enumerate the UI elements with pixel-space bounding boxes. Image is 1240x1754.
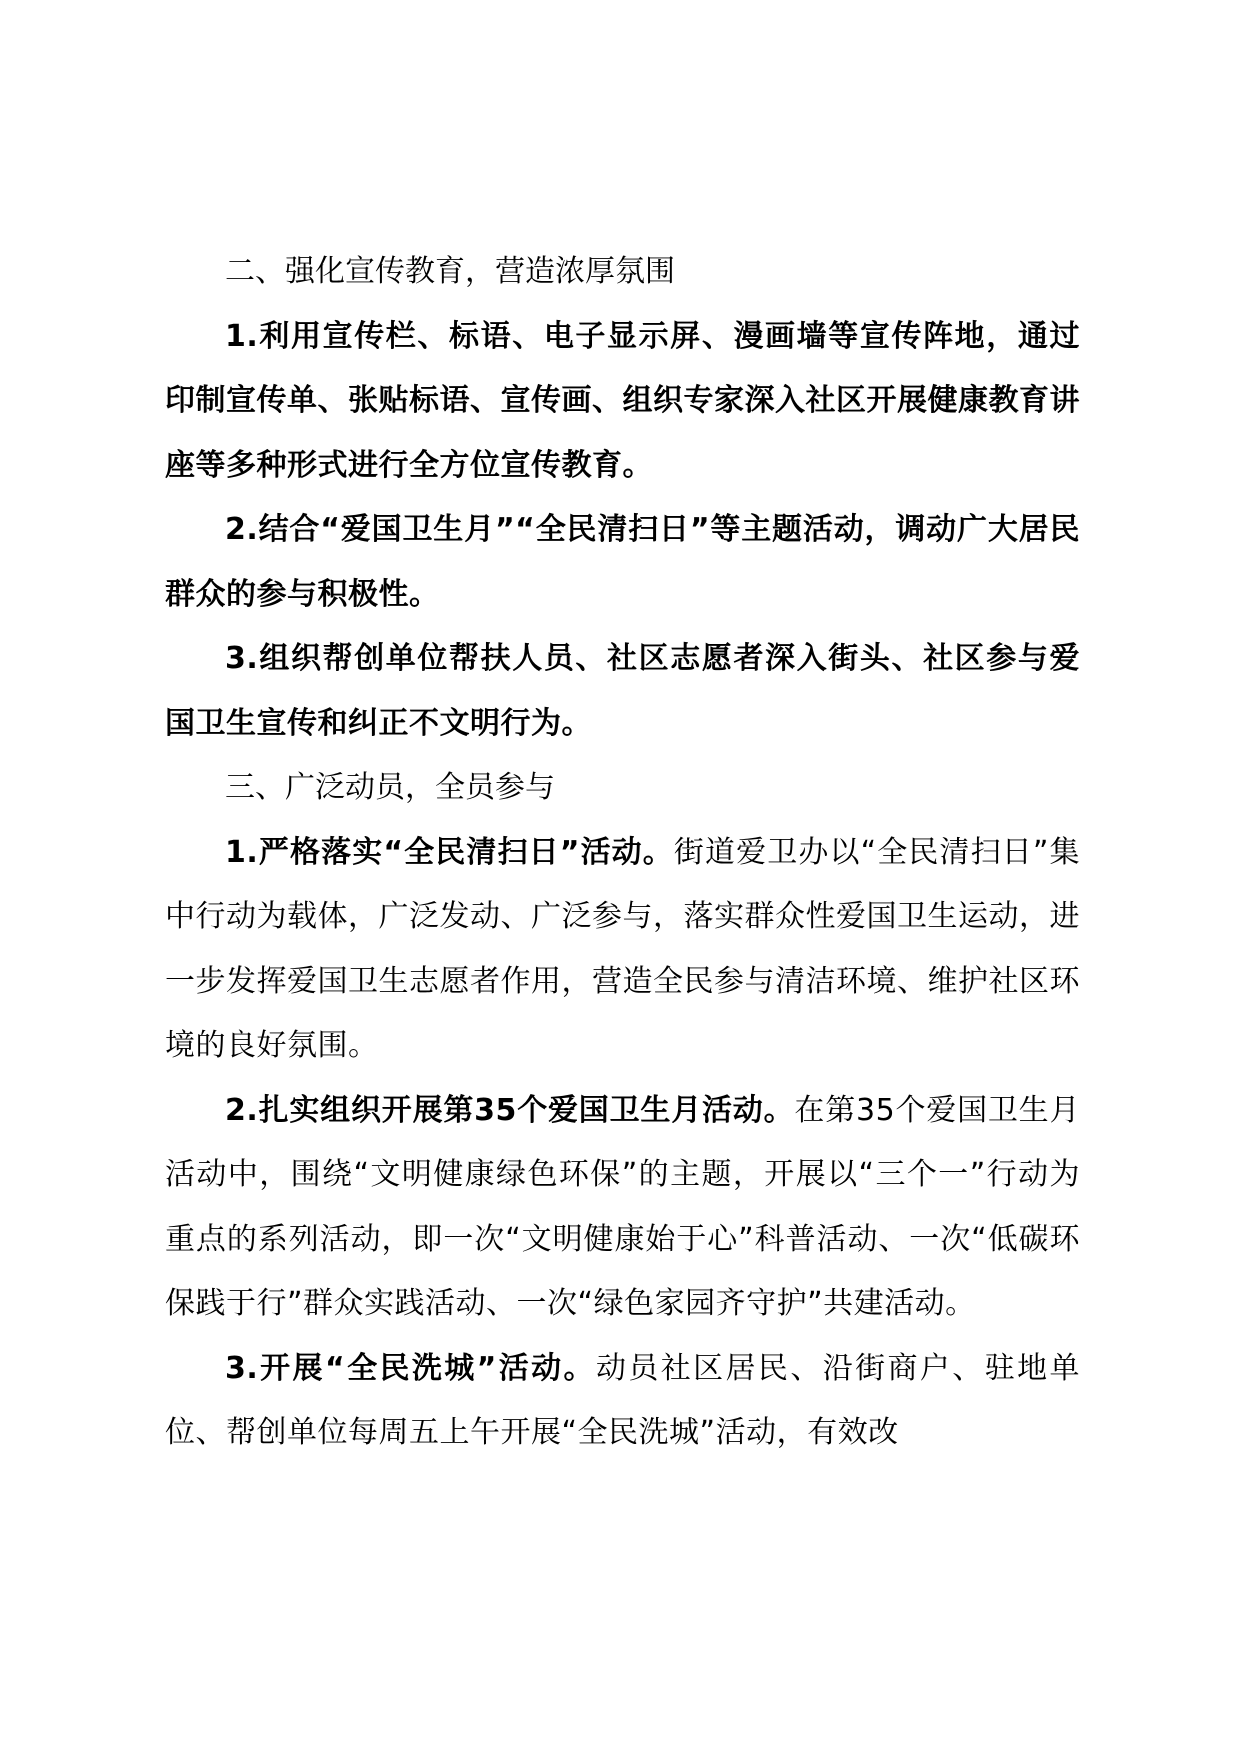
- section-3-item-2-lead: 2.扎实组织开展第35个爱国卫生月活动。: [225, 1092, 795, 1128]
- section-3-item-1: [165, 821, 1080, 1079]
- section-2-heading: 二、强化宣传教育，营造浓厚氛围: [225, 254, 675, 289]
- section-2-item-1: 1.利用宣传栏、标语、电子显示屏、漫画墙等宣传阵地，通过印制宣传单、张贴标语、宣传画、组织专家深入社区开展健康教育讲座等多种形式进行全方位宣传教育。: [165, 318, 1080, 483]
- document-page: [165, 240, 1080, 1466]
- section-2-item-3: 3.组织帮创单位帮扶人员、社区志愿者深入街头、社区参与爱国卫生宣传和纠正不文明行为。: [165, 641, 1080, 741]
- section-3-item-3-lead: 3.开展“全民洗城”活动。: [225, 1350, 596, 1386]
- section-3-item-3-body: 动员社区居民、沿街商户、驻地单位、帮创单位每周五上午开展“全民洗城”活动，有效改: [165, 1350, 1080, 1450]
- section-3-item-1-lead: 1.严格落实“全民清扫日”活动。: [225, 834, 674, 870]
- section-3-item-2: [165, 1079, 1080, 1337]
- section-2-item-2: 2.结合“爱国卫生月”“全民清扫日”等主题活动，调动广大居民群众的参与积极性。: [165, 512, 1080, 612]
- section-3-item-1-body: 街道爱卫办以“全民清扫日”集中行动为载体，广泛发动、广泛参与，落实群众性爱国卫生运动，进一步发挥爱国卫生志愿者作用，营造全民参与清洁环境、维护社区环境的良好氛围。: [165, 834, 1080, 1063]
- section-3-item-3: [165, 1337, 1080, 1466]
- section-3-heading: 三、广泛动员，全员参与: [225, 770, 555, 805]
- section-3-item-2-body: 在第35个爱国卫生月活动中，围绕“文明健康绿色环保”的主题，开展以“三个一”行动为重点的系列活动，即一次“文明健康始于心”科普活动、一次“低碳环保践于行”群众实践活动、一次“绿色家园齐守护”共建活动。: [165, 1092, 1080, 1321]
